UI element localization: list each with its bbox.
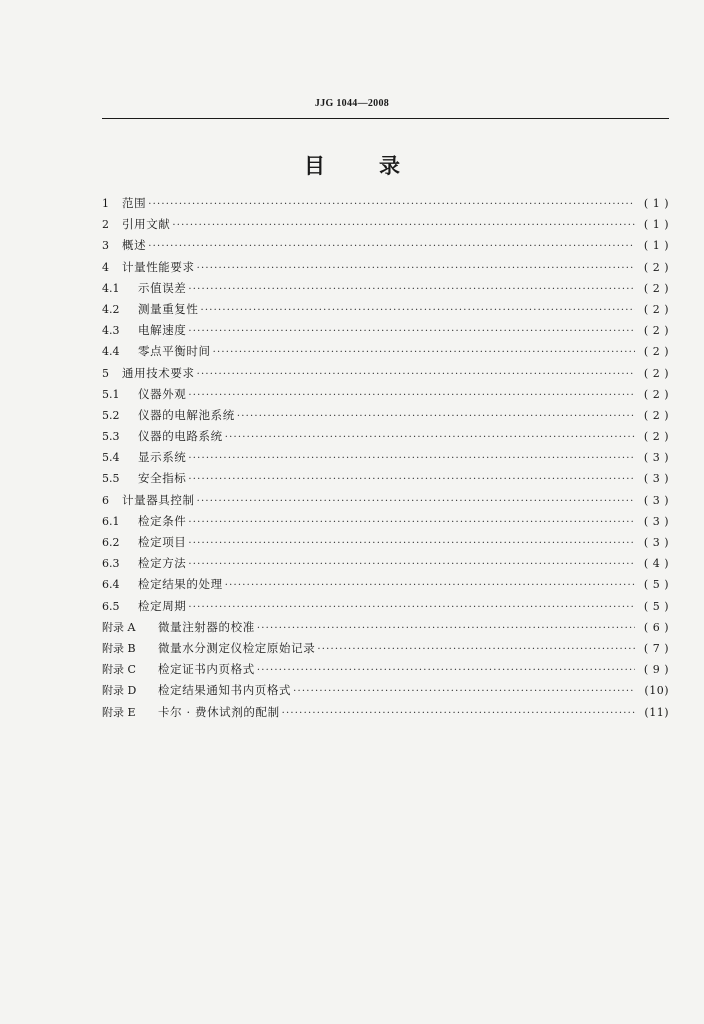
- toc-entry-label: 检定结果的处理: [138, 577, 223, 592]
- toc-entry-label: 概述: [122, 238, 147, 253]
- toc-entry-page: ( 7 ): [643, 641, 669, 655]
- toc-entry-label: 零点平衡时间: [138, 344, 211, 359]
- toc-leader-dots: [188, 321, 635, 342]
- toc-leader-dots: [188, 279, 635, 300]
- toc-entry-label: 示值误差: [138, 280, 187, 295]
- toc-leader-dots: [188, 554, 635, 575]
- toc-entry[interactable]: [102, 532, 669, 553]
- toc-entry-page: ( 3 ): [643, 451, 669, 465]
- toc-entry[interactable]: [102, 490, 669, 511]
- toc-entry[interactable]: [102, 405, 669, 426]
- toc-entry[interactable]: [102, 511, 669, 532]
- toc-entry-page: ( 2 ): [643, 387, 669, 401]
- toc-entry-page: ( 1 ): [643, 218, 669, 232]
- toc-entry-label: 检定项目: [138, 535, 187, 549]
- standard-code: JJG 1044—2008: [314, 98, 390, 109]
- toc-entry-page: ( 2 ): [643, 408, 669, 422]
- toc-entry[interactable]: [102, 553, 669, 574]
- toc-entry-number: 2: [102, 218, 109, 232]
- toc-leader-dots: [197, 258, 635, 279]
- toc-entry[interactable]: [102, 278, 669, 299]
- toc-entry[interactable]: [102, 299, 669, 320]
- toc-leader-dots: [225, 427, 635, 448]
- toc-leader-dots: [317, 639, 635, 660]
- toc-entry-number: 5.2: [102, 408, 120, 422]
- toc-entry-page: ( 2 ): [643, 345, 669, 359]
- page-title: [0, 150, 704, 180]
- toc-entry-page: ( 2 ): [643, 260, 669, 274]
- toc-entry-label: 卡尔 · 费休试剂的配制: [158, 704, 280, 719]
- toc-entry[interactable]: [102, 617, 669, 638]
- toc-entry-label: 检定条件: [138, 513, 187, 528]
- toc-entry[interactable]: [102, 193, 669, 214]
- toc-entry-label: 仪器的电路系统: [138, 429, 223, 444]
- toc-entry-page: ( 9 ): [643, 663, 669, 677]
- toc-entry-page: ( 6 ): [643, 620, 669, 634]
- toc-leader-dots: [197, 364, 635, 385]
- toc-entry-label: 计量器具控制: [122, 492, 195, 507]
- toc-entry-number: 5.1: [102, 387, 120, 401]
- toc-leader-dots: [197, 491, 635, 512]
- toc-entry-page: ( 5 ): [643, 599, 669, 613]
- toc-entry-label: 检定周期: [138, 598, 187, 613]
- toc-entry[interactable]: [102, 702, 669, 723]
- toc-leader-dots: [188, 533, 635, 554]
- toc-entry-number: 4: [102, 260, 109, 274]
- toc-entry-number: 4.2: [102, 302, 120, 316]
- toc-entry[interactable]: [102, 574, 669, 595]
- toc-entry-number: 4.4: [102, 345, 120, 359]
- toc-leader-dots: [201, 300, 636, 321]
- toc-entry-label: 检定结果通知书内页格式: [158, 683, 292, 698]
- toc-leader-dots: [148, 194, 635, 215]
- toc-leader-dots: [237, 406, 635, 427]
- toc-entry[interactable]: [102, 235, 669, 256]
- title-char-1: 目: [304, 154, 325, 178]
- toc-entry-number: 4.1: [102, 281, 120, 295]
- toc-entry[interactable]: [102, 468, 669, 489]
- toc-leader-dots: [188, 448, 635, 469]
- toc-entry-page: ( 2 ): [643, 366, 669, 380]
- toc-entry[interactable]: [102, 257, 669, 278]
- toc-entry[interactable]: [102, 680, 669, 701]
- toc-leader-dots: [257, 660, 635, 681]
- toc-leader-dots: [257, 618, 635, 639]
- toc-leader-dots: [293, 681, 635, 702]
- toc-entry-label: 通用技术要求: [122, 365, 195, 380]
- toc-entry-number: 附录 E: [102, 705, 136, 719]
- toc-entry-label: 电解速度: [138, 323, 187, 338]
- toc-entry-number: 5.4: [102, 451, 120, 465]
- toc-entry-page: ( 5 ): [643, 578, 669, 592]
- document-header: [0, 98, 704, 109]
- toc-entry[interactable]: [102, 214, 669, 235]
- toc-leader-dots: [188, 512, 635, 533]
- toc-entry[interactable]: [102, 638, 669, 659]
- toc-entry-label: 安全指标: [138, 471, 187, 486]
- toc-entry-number: 附录 D: [102, 684, 137, 698]
- toc-entry-page: ( 1 ): [643, 239, 669, 253]
- toc-entry-label: 仪器的电解池系统: [138, 407, 235, 422]
- toc-entry[interactable]: [102, 320, 669, 341]
- toc-entry[interactable]: [102, 596, 669, 617]
- toc-leader-dots: [188, 597, 635, 618]
- toc-entry[interactable]: [102, 659, 669, 680]
- toc-entry-number: 6.1: [102, 514, 120, 528]
- toc-entry-page: ( 1 ): [643, 197, 669, 210]
- toc-entry-number: 6: [102, 493, 109, 507]
- toc-entry-number: 6.5: [102, 599, 120, 613]
- toc-entry-number: 附录 B: [102, 641, 136, 655]
- table-of-contents: [102, 193, 669, 723]
- toc-leader-dots: [172, 215, 635, 236]
- toc-entry-page: ( 2 ): [643, 430, 669, 444]
- toc-entry-label: 显示系统: [138, 450, 187, 465]
- toc-entry-number: 3: [102, 239, 109, 253]
- toc-entry-page: ( 4 ): [643, 557, 669, 571]
- toc-leader-dots: [225, 575, 635, 596]
- toc-entry-label: 范围: [122, 196, 147, 210]
- toc-leader-dots: [188, 469, 635, 490]
- toc-entry-page: ( 2 ): [643, 302, 669, 316]
- toc-entry-label: 检定方法: [138, 556, 187, 571]
- toc-entry[interactable]: [102, 384, 669, 405]
- toc-entry-number: 附录 C: [102, 663, 136, 677]
- toc-leader-dots: [148, 236, 635, 257]
- toc-entry-page: ( 2 ): [643, 324, 669, 338]
- toc-entry-number: 4.3: [102, 324, 120, 338]
- toc-entry[interactable]: [102, 341, 669, 362]
- toc-entry-number: 附录 A: [102, 620, 136, 634]
- toc-leader-dots: [282, 703, 635, 724]
- toc-entry-number: 6.3: [102, 557, 120, 571]
- toc-entry-label: 微量注射器的校准: [158, 619, 255, 634]
- toc-entry-page: (10): [644, 684, 669, 698]
- toc-entry-page: ( 3 ): [643, 493, 669, 507]
- toc-entry-page: (11): [644, 705, 669, 719]
- toc-entry-number: 6.4: [102, 578, 120, 592]
- header-rule: [102, 118, 669, 119]
- toc-entry-label: 检定证书内页格式: [158, 662, 255, 677]
- toc-entry-label: 计量性能要求: [122, 259, 195, 274]
- toc-entry-page: ( 3 ): [643, 472, 669, 486]
- toc-entry-number: 5: [102, 366, 109, 380]
- toc-entry[interactable]: [102, 447, 669, 468]
- toc-entry-number: 6.2: [102, 536, 120, 549]
- toc-entry-page: ( 3 ): [643, 536, 669, 549]
- toc-entry-label: 仪器外观: [138, 386, 187, 401]
- toc-entry-number: 5.3: [102, 430, 120, 444]
- toc-leader-dots: [213, 342, 635, 363]
- toc-entry-page: ( 3 ): [643, 514, 669, 528]
- title-char-2: 录: [379, 154, 400, 178]
- toc-leader-dots: [188, 385, 635, 406]
- toc-entry[interactable]: [102, 363, 669, 384]
- toc-entry-number: 5.5: [102, 472, 120, 486]
- toc-entry-label: 引用文献: [122, 217, 171, 232]
- toc-entry-page: ( 2 ): [643, 281, 669, 295]
- toc-entry-label: 微量水分测定仪检定原始记录: [158, 640, 316, 655]
- toc-entry-label: 测量重复性: [138, 301, 199, 316]
- toc-entry[interactable]: [102, 426, 669, 447]
- toc-entry-number: 1: [102, 197, 109, 210]
